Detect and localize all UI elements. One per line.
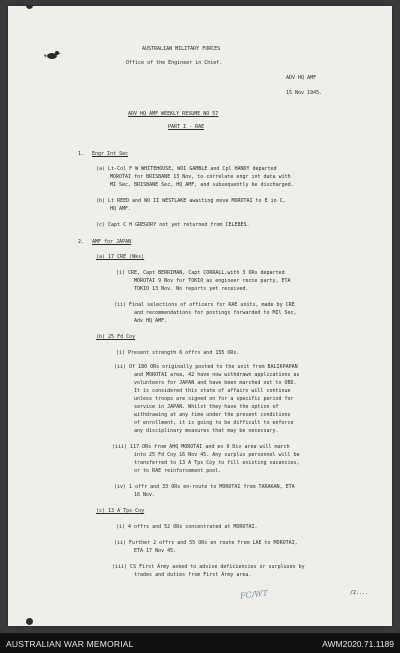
s2-b-iii-line: (iii) 117 ORs from AHQ MOROTAI and ex 9 Div area will march [112,444,290,450]
s2-a-i-line: TOKIO 13 Nov. No reports yet received. [134,286,249,292]
s2-a-ii-line: and recommendations for postings forwarded to MIl Sec, [134,310,297,316]
s1-a-line: MI Sec, BRISBANE Sec, HQ AMF, and subsequently be discharged. [110,182,294,188]
archive-footer [0,633,400,653]
office-name: Office of the Engineer in Chief. [126,60,223,66]
s2-c-i-line: (i) 4 offrs and 52 ORs concentrated at MOROTAI. [116,524,258,530]
s2-c-ii-line: ETA 17 Nov 45. [134,548,177,554]
part-heading: PART I - RAE [168,124,205,130]
s2-b-iii-line: into 25 Fd Coy 16 Nov 45. Any surplus personnel will be [134,452,300,458]
s2-b-ii-line: of enrollment, it is going to be difficult to enforce [134,420,294,426]
section-1-heading: Engr Int Sec [92,151,129,157]
s2-b-label: (b) 25 Fd Coy [96,334,136,340]
s2-b-ii-line: unless troops are signed on for a specific period for [134,396,294,402]
s2-b-iii-line: transferred to 13 A Tps Coy to fill existing vacancies, [134,460,300,466]
handwritten-annotation: FC/WT [239,588,269,601]
document-page [8,6,392,626]
s2-a-label: (a) 17 CRE (Wks) [96,254,145,260]
s2-b-ii-line: any disciplinary measures that may be necessary. [134,428,279,434]
s2-c-label: (c) 13 A Tps Coy [96,508,145,514]
s2-b-iv-line: (iv) 1 offr and 33 ORs en-route to MOROTAI from TARAKAN, ETA [114,484,295,490]
archive-name: AUSTRALIAN WAR MEMORIAL [6,639,134,649]
section-2-number: 2. [78,239,85,245]
s2-b-iii-line: or to RAE reinforcement pool. [134,468,222,474]
s2-b-i-line: (i) Present strength 6 offrs and 155 ORs. [116,350,240,356]
s2-c-iii-line: trades and duties from First Army area. [134,572,252,578]
s1-b-line: HQ AMF. [110,206,132,212]
s2-b-ii-line: withdrawing at any time under the present conditions [134,412,291,418]
bird-stamp-icon [44,48,62,62]
punch-hole-bottom [26,618,33,625]
s2-b-ii-line: service in JAPAN. Whilst they have the option of [134,404,279,410]
s1-c-line: (c) Capt C H GREGORY not yet returned from CELEBES. [96,222,250,228]
s1-a-line: (a) Lt-Col F W WHITEHOUSE, WOI GAMBLE and Cpl HANDY departed [96,166,277,172]
section-2-heading: AMF for JAPAN [92,239,132,245]
document-date: 15 Nov 1945. [286,90,323,96]
s1-a-line: MOROTAI for BRISBANE 13 Nov, to correlate engr int data with [110,174,291,180]
org-name: AUSTRALIAN MILITARY FORCES [142,46,221,52]
archive-reference: AWM2020.71.1189 [322,639,394,649]
punch-hole-top [26,6,33,9]
document-title: ADV HQ AMF WEEKLY RESUME NO 57 [128,111,219,117]
s1-b-line: (b) Lt REED and WO II WESTLAKE awaiting move MOROTAI to E in C, [96,198,286,204]
s2-b-ii-line: It is considered this state of affairs will continue [134,388,291,394]
s2-b-ii-line: (ii) Of 180 ORs originally posted to the unit from BALIKPAPAN [114,364,298,370]
s2-c-iii-line: (iii) CS First Army asked to advise deficiencies or surpluses by [112,564,305,570]
hq-label: ADV HQ AMF [286,75,317,81]
s2-b-ii-line: and MOROTAI area, 42 have now withdrawn applications as [134,372,300,378]
s2-a-i-line: MOROTAI 9 Nov for TOKIO as engineer recce party, ETA [134,278,291,284]
s2-a-ii-line: Adv HQ AMF. [134,318,168,324]
s2-a-ii-line: (ii) Final selections of officers for RAE units, made by CRE [114,302,295,308]
s2-b-iv-line: 16 Nov. [134,492,156,498]
continuation-marker: /2.... [350,590,369,596]
s2-c-ii-line: (ii) Further 2 offrs and 55 ORs en route from LAE to MOROTAI, [114,540,298,546]
s2-a-i-line: (i) CRE, Capt BERRIMAN, Capt CORRALL,with 3 ORs departed [116,270,285,276]
section-1-number: 1. [78,151,85,157]
s2-b-ii-line: volunteers for JAPAN and have been marched out to OBD. [134,380,297,386]
